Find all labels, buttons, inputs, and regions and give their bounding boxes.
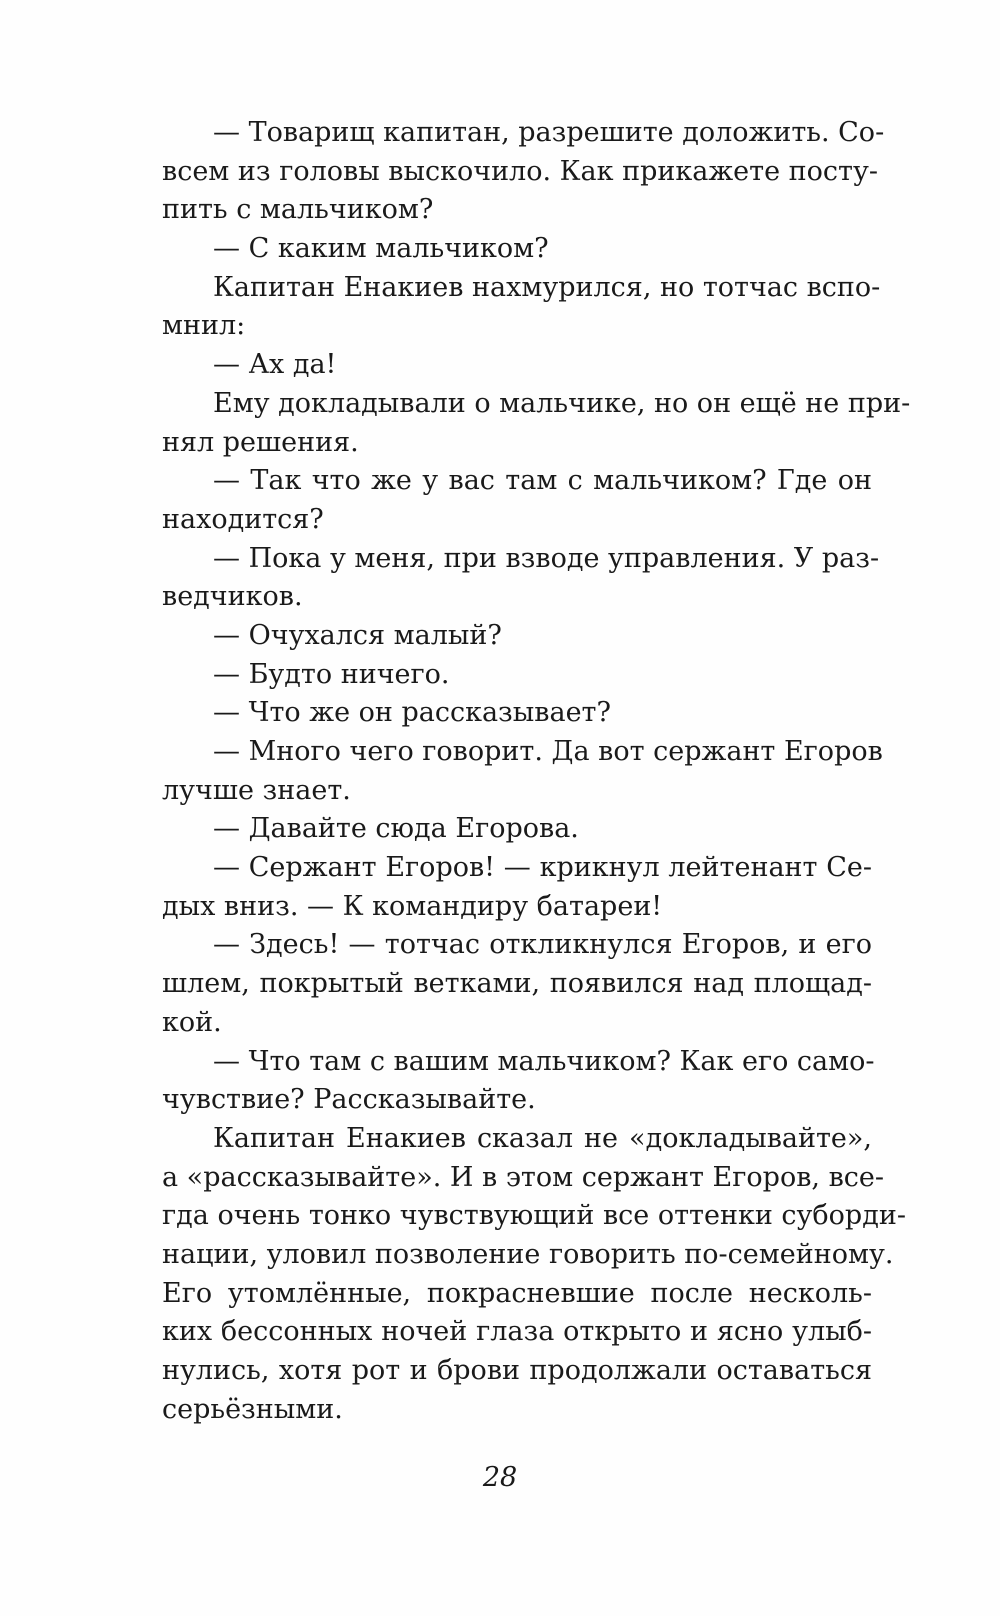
text-line: ких бессонных ночей глаза открыто и ясно улыб- (162, 1316, 872, 1348)
text-line: Капитан Енакиев сказал не «докладывайте», (213, 1122, 872, 1154)
text-line: — Так что же у вас там с мальчиком? Где он (213, 465, 872, 497)
text-line: дых вниз. — К командиру батареи! (162, 890, 663, 922)
text-line: ведчиков. (162, 581, 303, 613)
text-line: лучше знает. (162, 774, 351, 806)
text-line: — Что же он рассказывает? (213, 697, 611, 729)
body-text (162, 114, 911, 1429)
text-line: кой. (162, 1006, 222, 1038)
text-line: — Сержант Егоров! — крикнул лейтенант Се- (213, 852, 872, 884)
text-line: мнил: (162, 310, 246, 342)
text-line: — Давайте сюда Егорова. (213, 813, 579, 845)
text-line: Капитан Енакиев нахмурился, но тотчас вспо- (213, 271, 881, 303)
text-line: — С каким мальчиком? (213, 233, 549, 265)
text-line: — Ах да! (213, 349, 337, 381)
text-line: — Здесь! — тотчас откликнулся Егоров, и его (213, 929, 872, 961)
text-line: — Будто ничего. (213, 658, 450, 690)
text-line: гда очень тонко чувствующий все оттенки суборди- (162, 1200, 906, 1232)
text-line: находится? (162, 503, 324, 535)
text-line: — Очухался малый? (213, 619, 502, 651)
text-line: нации, уловил позволение говорить по-семейному. (162, 1238, 894, 1270)
text-line: Его утомлённые, покрасневшие после несколь- (162, 1277, 872, 1309)
text-line: — Пока у меня, при взводе управления. У раз- (213, 542, 880, 574)
text-line: чувствие? Рассказывайте. (162, 1084, 536, 1116)
text-line: а «рассказывайте». И в этом сержант Егоров, все- (162, 1161, 884, 1193)
page-number: 28 (482, 1462, 518, 1493)
text-line: — Много чего говорит. Да вот сержант Егоров (213, 736, 883, 767)
text-line: — Товарищ капитан, разрешите доложить. Со- (213, 117, 885, 148)
text-line: нулись, хотя рот и брови продолжали оставаться (162, 1355, 872, 1386)
text-line: нял решения. (162, 426, 359, 458)
text-line: серьёзными. (162, 1393, 343, 1425)
text-line: пить с мальчиком? (162, 194, 434, 226)
text-line: — Что там с вашим мальчиком? Как его само- (213, 1045, 875, 1077)
text-line: шлем, покрытый ветками, появился над площад- (162, 968, 872, 1000)
text-line: Ему докладывали о мальчике, но он ещё не при- (213, 387, 911, 419)
text-line: всем из головы выскочило. Как прикажете посту- (162, 155, 878, 187)
